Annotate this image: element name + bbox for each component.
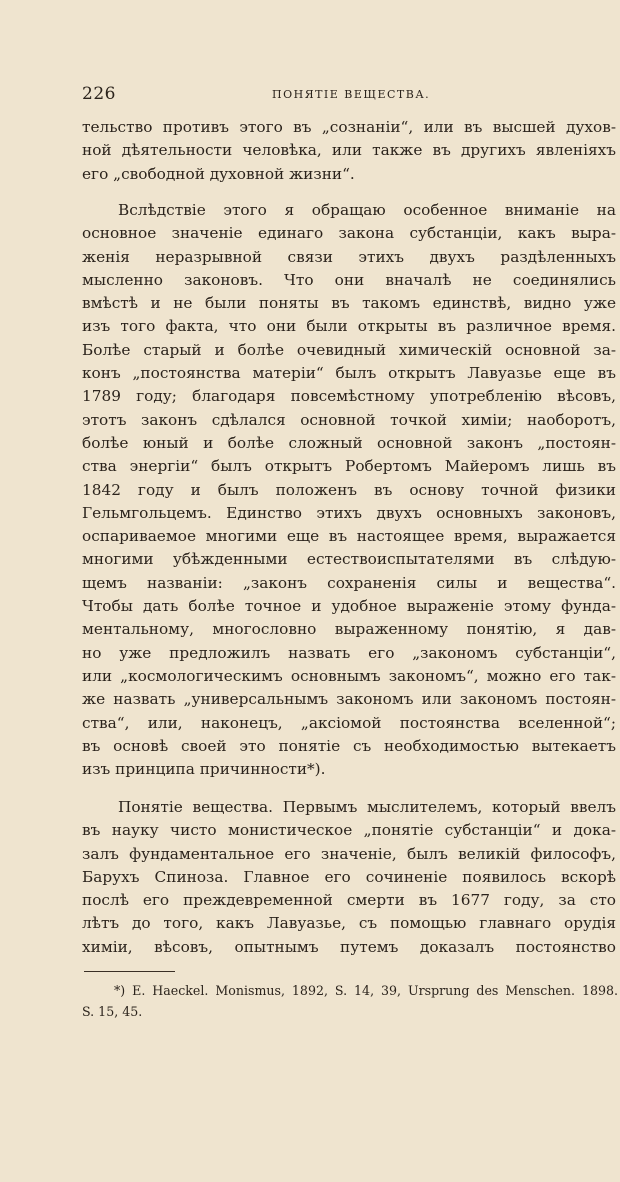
text-line: щемъ названіи: „законъ сохраненія силы и вещества“. [82,573,616,592]
text-line: мысленно законовъ. Что они вначалѣ не соединялись [82,270,616,289]
text-line: Чтобы дать болѣе точное и удобное выраженіе этому фунда- [82,597,616,616]
text-line: конъ „постоянства матеріи“ былъ открытъ Лавуазье еще въ [82,364,616,383]
text-line: ства энергіи“ былъ открытъ Робертомъ Майеромъ лишь въ [82,457,616,476]
text-line: Понятіе вещества. Первымъ мыслителемъ, который ввелъ [118,798,616,816]
text-line: его „свободной духовной жизни“. [82,164,355,183]
paragraph-concept-of-matter [82,796,616,959]
text-line: или „космологическимъ основнымъ закономъ“, можно его так- [82,666,616,685]
text-line: ментальному, многословно выраженному понятію, я дав- [82,620,616,639]
footnote-line: *) E. Haeckel. Monismus, 1892, S. 14, 39, Ursprung des Menschen. 1898. [114,983,618,998]
text-line: изъ принципа причинности*). [82,760,326,779]
text-line: изъ того факта, что они были открыты въ различное время. [82,317,616,336]
text-line: оспариваемое многими еще въ настоящее время, выражается [82,527,616,546]
text-line: болѣе юный и болѣе сложный основной законъ „постоян- [82,433,616,452]
text-line: 1789 году; благодаря повсемѣстному употребленію вѣсовъ, [82,387,616,406]
paragraph-continuation [82,116,616,186]
text-line: въ науку чисто монистическое „понятіе субстанціи“ и дока- [82,821,616,840]
paragraph-law-of-substance [82,199,616,781]
page-header [82,84,620,108]
text-line: въ основѣ своей это понятіе съ необходимостью вытекаетъ [82,736,616,755]
text-line: 1842 году и былъ положенъ въ основу точной физики [82,480,616,499]
text-line: послѣ его преждевременной смерти въ 1677 году, за сто [82,891,616,910]
text-line: же назвать „универсальнымъ закономъ или закономъ постоян- [82,690,616,709]
text-line: основное значеніе единаго закона субстанціи, какъ выра- [82,224,616,243]
footnote-line: S. 15, 45. [82,1004,143,1019]
text-line: многими убѣжденными естествоиспытателями въ слѣдую- [82,550,616,569]
page-number: 226 [82,84,116,104]
text-line: вмѣстѣ и не были поняты въ такомъ единствѣ, видно уже [82,294,616,313]
text-line: этотъ законъ сдѣлался основной точкой химіи; наоборотъ, [82,410,616,429]
text-line: Вслѣдствіе этого я обращаю особенное вниманіе на [118,201,616,219]
text-line: залъ фундаментальное его значеніе, былъ великій философъ, [82,844,616,863]
text-line: ства“, или, наконецъ, „аксіомой постоянства вселенной“; [82,713,616,732]
footnote [82,980,618,1022]
text-line: тельство противъ этого въ „сознаніи“, или въ высшей духов- [82,118,616,136]
text-line: ной дѣятельности человѣка, или также въ другихъ явленіяхъ [82,141,616,160]
text-line: но уже предложилъ назвать его „закономъ субстанціи“, [82,643,616,662]
running-title: ПОНЯТІЕ ВЕЩЕСТВА. [272,88,431,101]
text-line: лѣтъ до того, какъ Лавуазье, съ помощью главнаго орудія [82,914,616,933]
text-line: Болѣе старый и болѣе очевидный химическій основной за- [82,340,616,359]
text-line: женія неразрывной связи этихъ двухъ раздѣленныхъ [82,247,616,266]
text-line: Барухъ Спиноза. Главное его сочиненіе появилось вскорѣ [82,867,616,886]
text-line: Гельмгольцемъ. Единство этихъ двухъ основныхъ законовъ, [82,503,616,522]
footnote-divider [84,971,175,972]
text-line: химіи, вѣсовъ, опытнымъ путемъ доказалъ постоянство [82,937,616,956]
